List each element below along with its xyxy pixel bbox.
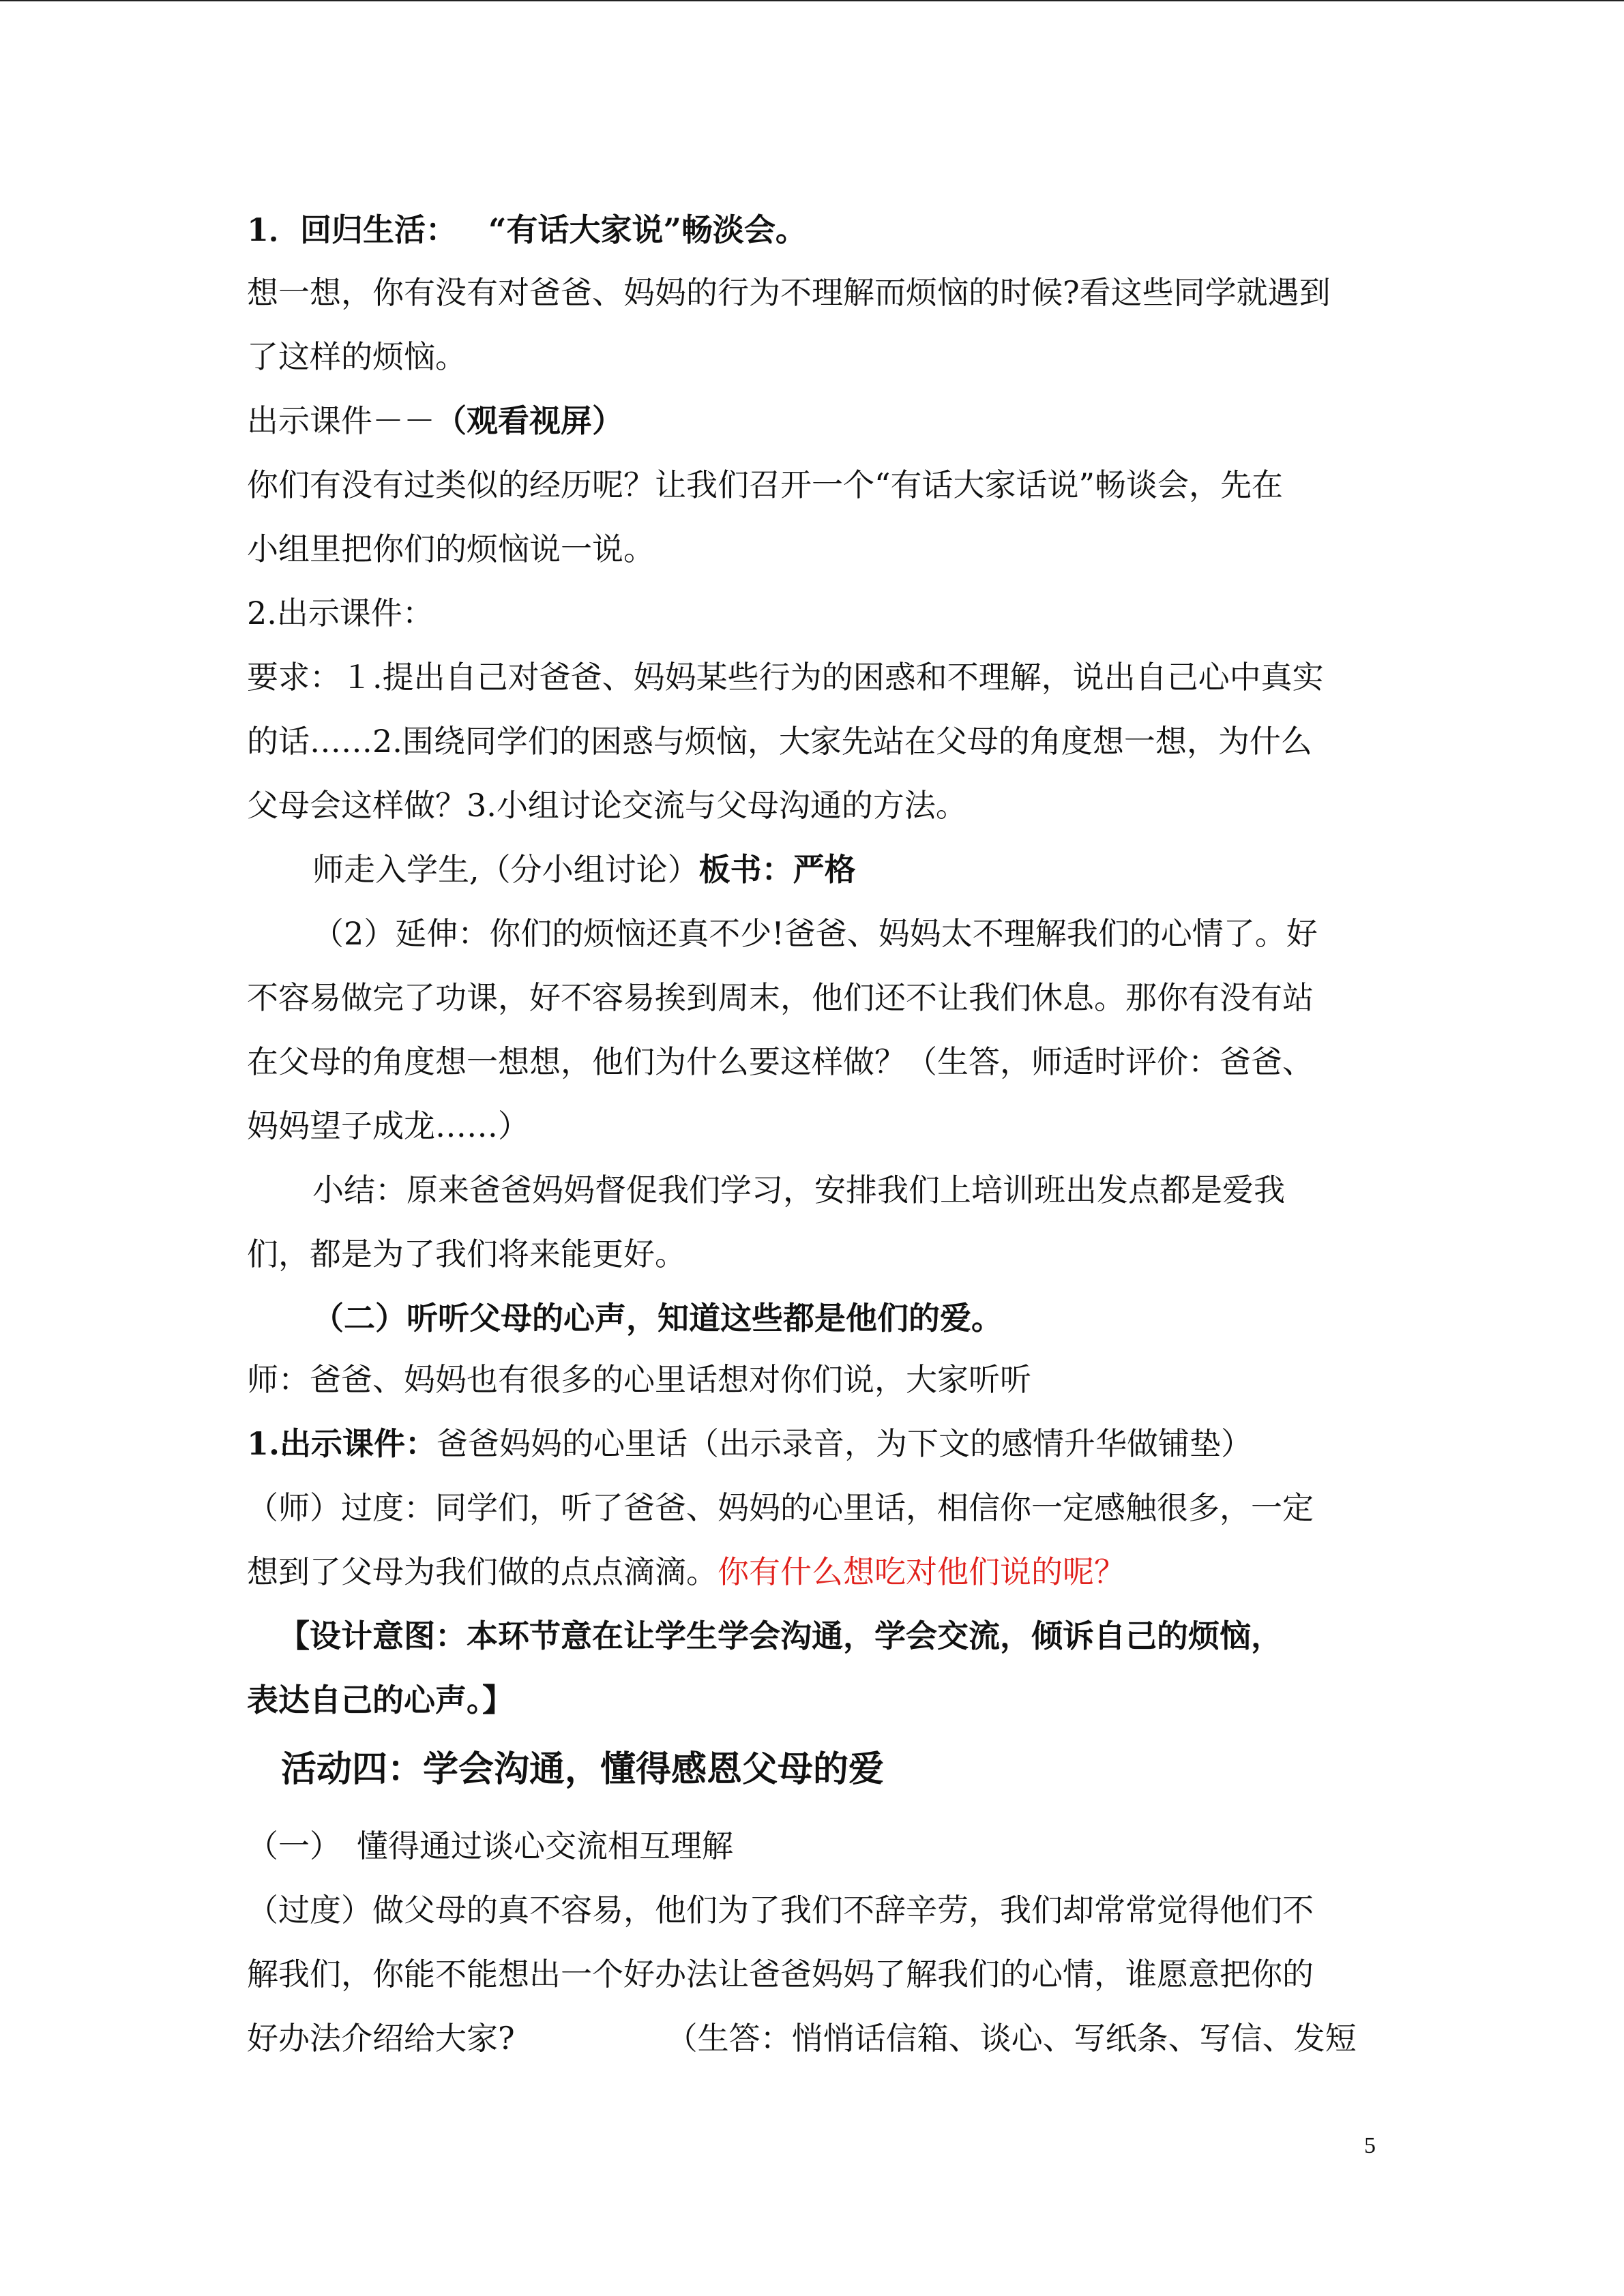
paragraph-line: 父母会这样做？3.小组讨论交流与父母沟通的方法。 [247,787,967,824]
paragraph-line: 小组里把你们的烦恼说一说。 [247,531,655,567]
red-highlight-text: 你有什么想吃对他们说的呢？ [718,1553,1125,1590]
paragraph-line [247,2018,1379,2059]
bold-text-run: （观看视屏） [435,402,623,439]
paragraph-line: 要求：１.提出自己对爸爸、妈妈某些行为的困惑和不理解，说出自己心中真实 [247,659,1324,696]
paragraph-line: 了这样的烦恼。 [247,338,467,375]
bold-text-run: 板书：严格 [698,851,856,888]
paragraph-line: 的话……2.围绕同学们的困惑与烦恼，大家先站在父母的角度想一想，为什么 [247,723,1312,760]
activity-heading: 活动四：学会沟通，懂得感恩父母的爱 [281,1748,885,1790]
paragraph-line: 解我们，你能不能想出一个好办法让爸爸妈妈了解我们的心情，谁愿意把你的 [247,1956,1314,1993]
text-run: 出示课件－－ [247,402,435,439]
subsection-heading: （二）听听父母的心声，知道这些都是他们的爱。 [312,1300,1003,1337]
text-run: 好办法介绍给大家? [247,2020,515,2057]
page-number: 5 [1364,2133,1376,2158]
paragraph-line: 妈妈望子成龙……） [247,1107,529,1144]
paragraph-line: （过度）做父母的真不容易，他们为了我们不辞辛劳，我们却常常觉得他们不 [247,1892,1314,1928]
text-run: 师走入学生,（分小组讨论） [312,851,699,888]
design-intent-note: 【设计意图：本环节意在让学生学会沟通，学会交流，倾诉自己的烦恼， [278,1617,1282,1654]
paragraph-line: 你们有没有过类似的经历呢？让我们召开一个“有话大家话说”畅谈会，先在 [247,466,1284,503]
paragraph-line: （师）过度：同学们，听了爸爸、妈妈的心里话，相信你一定感触很多，一定 [247,1489,1314,1526]
paragraph-line: 小结：原来爸爸妈妈督促我们学习，安排我们上培训班出发点都是爱我 [312,1172,1285,1208]
paragraph-line [247,1423,1379,1464]
numbered-heading: 1．回归生活： [247,211,458,248]
section-title-1 [247,209,1379,250]
paragraph-line: 在父母的角度想一想想，他们为什么要这样做？（生答，师适时评价：爸爸、 [247,1043,1314,1080]
heading-topic: “有话大家说”畅淡会。 [488,211,807,248]
paragraph-line: （一） 懂得通过谈心交流相互理解 [247,1828,733,1864]
paragraph-line [312,849,1445,890]
text-run: 爸爸妈妈的心里话（出示录音，为下文的感情升华做铺垫） [437,1425,1253,1462]
paragraph-line [247,1551,1379,1592]
design-intent-note: 表达自己的心声。】 [247,1682,514,1718]
paragraph-line [247,400,1379,441]
paragraph-line: 想一想，你有没有对爸爸、妈妈的行为不理解而烦恼的时候?看这些同学就遇到 [247,274,1331,311]
paragraph-line: （2）延伸：你们的烦恼还真不少!爸爸、妈妈太不理解我们的心情了。好 [312,915,1318,952]
text-run: 想到了父母为我们做的点点滴滴。 [247,1553,718,1590]
paragraph-line: 2.出示课件： [247,595,434,631]
paragraph-line: 们，都是为了我们将来能更好。 [247,1236,686,1272]
text-run: （生答：悄悄话信箱、谈心、写纸条、写信、发短 [666,2020,1357,2057]
bold-text-run: 1.出示课件： [247,1425,437,1462]
paragraph-line: 师：爸爸、妈妈也有很多的心里话想对你们说，大家听听 [247,1361,1031,1398]
paragraph-line: 不容易做完了功课，好不容易挨到周末，他们还不让我们休息。那你有没有站 [247,979,1314,1016]
